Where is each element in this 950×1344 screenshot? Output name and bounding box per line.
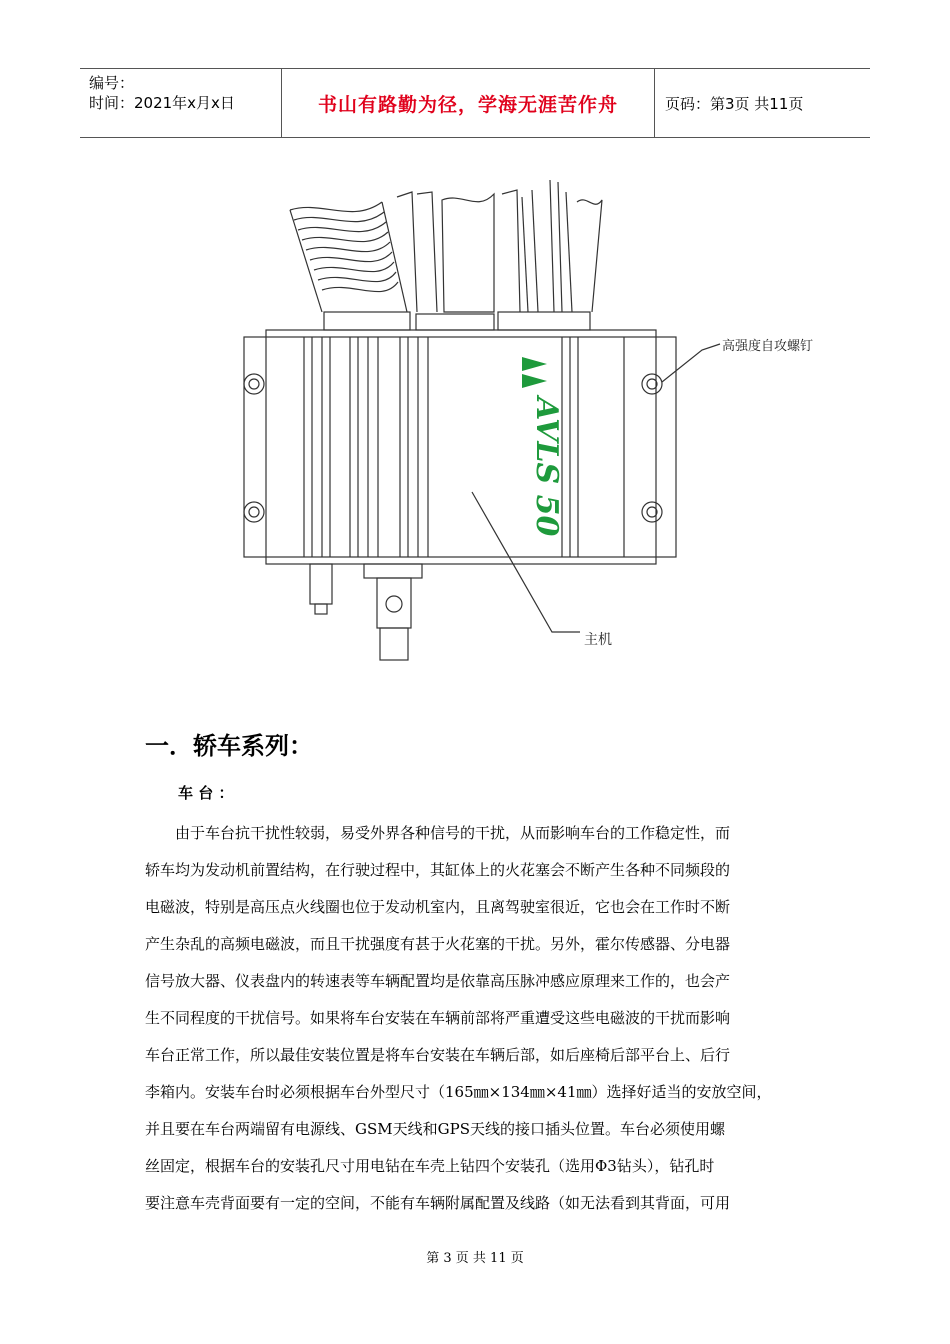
screw-icon (244, 502, 264, 522)
ribbon-cable (290, 202, 407, 312)
paragraph-line: 轿车均为发动机前置结构，在行驶过程中，其缸体上的火花塞会不断产生各种不同频段的 (145, 861, 731, 879)
paragraph-line: 并且要在车台两端留有电源线、GSM天线和GPS天线的接口插头位置。车台必须使用螺 (145, 1120, 725, 1138)
paragraph-line: 车台正常工作，所以最佳安装位置是将车台安装在车辆后部，如后座椅后部平台上、后行 (145, 1046, 731, 1064)
logo-text: AVLS 50 (529, 397, 564, 537)
device-body (244, 337, 676, 557)
callout-screw: 高强度自攻螺钉 (722, 339, 814, 354)
screw-icon (642, 374, 662, 394)
paragraph-line: 由于车台抗干扰性较弱，易受外界各种信号的干扰，从而影响车台的工作稳定性，而 (175, 824, 731, 842)
device-drawing (232, 172, 832, 672)
header-meta-cell (80, 69, 282, 137)
callout-host: 主机 (584, 632, 612, 648)
paragraph-line: 要注意车壳背面要有一定的空间，不能有车辆附属配置及线路（如无法看到其背面，可用 (145, 1194, 731, 1212)
avls-logo (522, 357, 564, 536)
screw-icon (642, 502, 662, 522)
body-paragraph (145, 815, 813, 1222)
page-header (80, 68, 870, 138)
number-label: 编号： (89, 74, 135, 92)
paragraph-line: 生不同程度的干扰信号。如果将车台安装在车辆前部将严重遭受这些电磁波的干扰而影响 (145, 1009, 731, 1027)
time-label: 时间：2021年x月x日 (89, 94, 235, 112)
paragraph-line: 产生杂乱的高频电磁波，而且干扰强度有甚于火花塞的干扰。另外，霍尔传感器、分电器 (145, 935, 731, 953)
paragraph-line: 信号放大器、仪表盘内的转速表等车辆配置均是依靠高压脉冲感应原理来工作的，也会产 (145, 972, 731, 990)
paragraph-line: 丝固定，根据车台的安装孔尺寸用电钻在车壳上钻四个安装孔（选用Φ3钻头），钻孔时 (145, 1157, 715, 1175)
page-footer: 第 3 页 共 11 页 (426, 1251, 524, 1266)
header-page-info: 页码：第3页 共11页 (665, 94, 804, 113)
header-motto: 书山有路勤为径，学海无涯苦作舟 (282, 69, 655, 137)
paragraph-line: 李箱内。安装车台时必须根据车台外型尺寸（165㎜×134㎜×41㎜）选择好适当的安放空间， (145, 1083, 772, 1101)
paragraph-line: 电磁波，特别是高压点火线圈也位于发动机室内，且离驾驶室很近，它也会在工作时不断 (145, 898, 731, 916)
section-heading: 一．轿车系列： (145, 732, 313, 760)
section-subheading: 车 台 ： (178, 784, 234, 802)
screw-icon (244, 374, 264, 394)
